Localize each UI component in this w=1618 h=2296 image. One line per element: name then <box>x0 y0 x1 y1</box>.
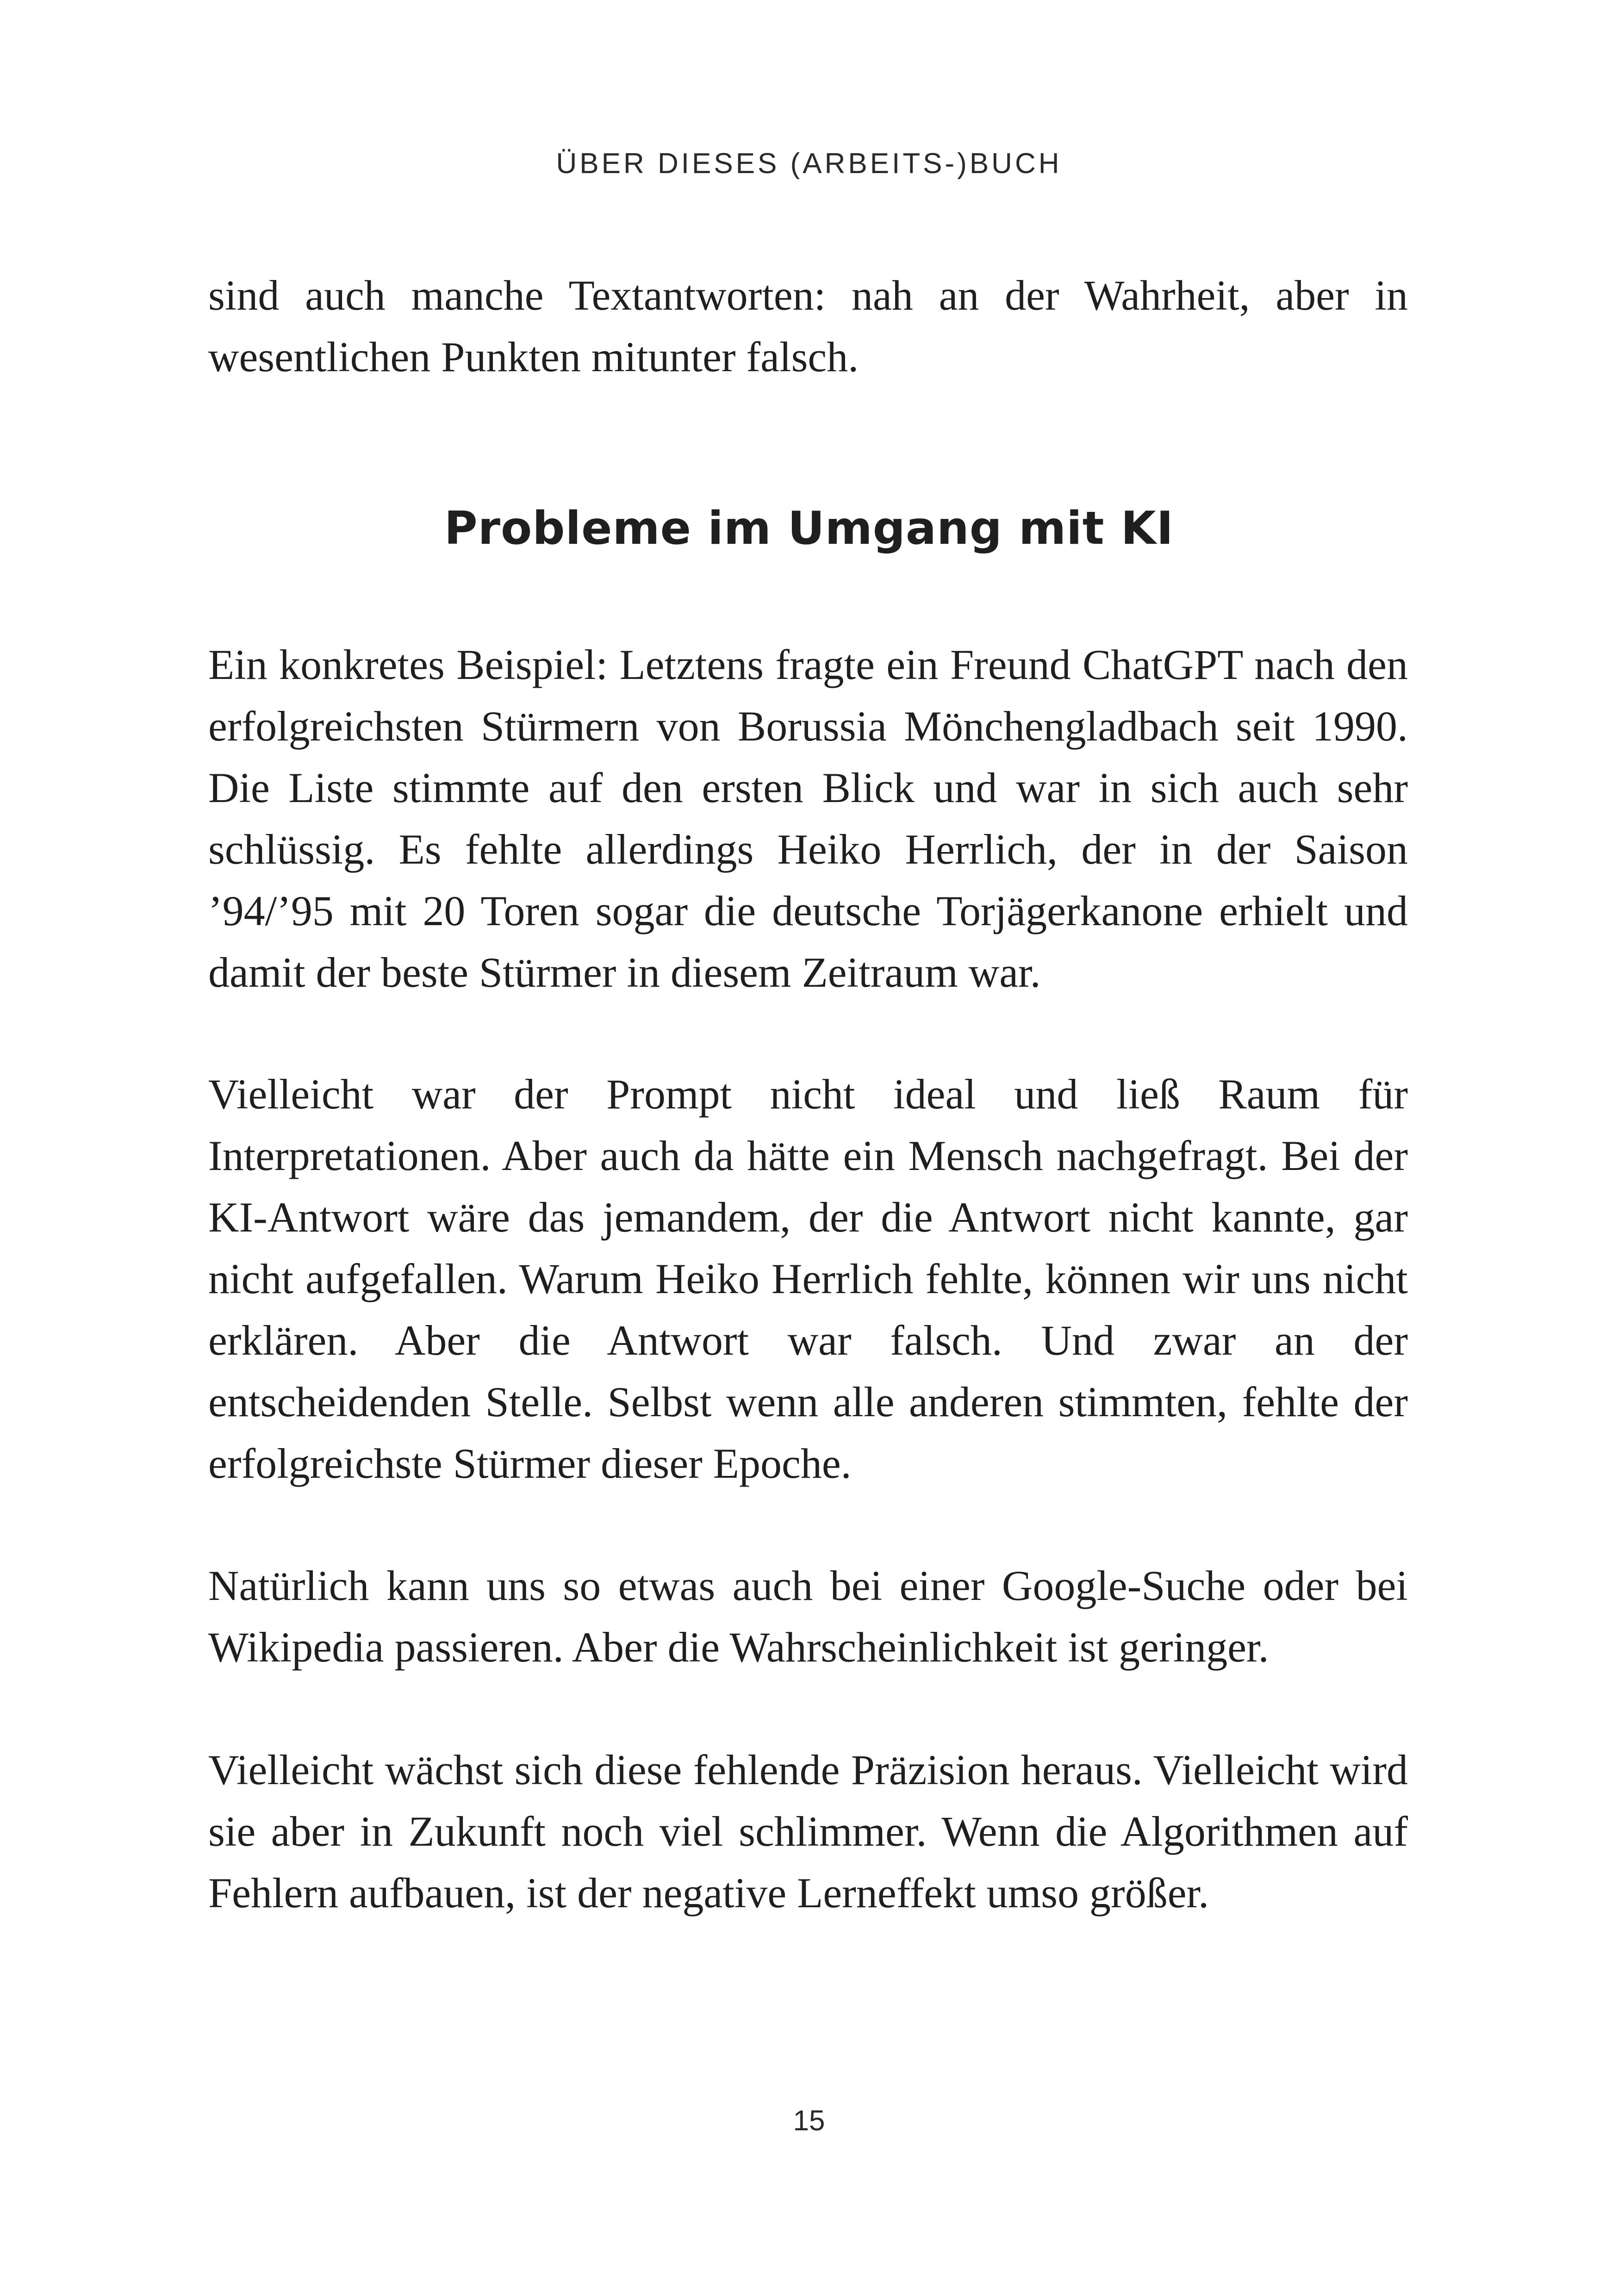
section-heading: Probleme im Umgang mit KI <box>444 502 1174 555</box>
body-paragraph-1: Ein konkretes Beispiel: Letztens fragte ein Freund ChatGPT nach den erfolgreichsten Stürmern von Borussia Mönchengladbach seit 1990. Die Liste stimmte auf den ersten Blick und war in sich auch sehr schlüssig. Es fehlte allerdings Heiko Herrlich, der in der Saison ’94/’95 mit 20 Toren sogar die deutsche Torjägerkanone erhielt und damit der beste Stürmer in diesem Zeitraum war. <box>208 641 1408 996</box>
continued-paragraph: sind auch manche Textantworten: nah an der Wahrheit, aber in wesentlichen Punkten mitunter falsch. <box>208 272 1408 380</box>
page-number: 15 <box>793 2105 825 2137</box>
running-head: ÜBER DIESES (ARBEITS-)BUCH <box>556 148 1062 180</box>
body-paragraph-4: Vielleicht wächst sich diese fehlende Präzision heraus. Vielleicht wird sie aber in Zukunft noch viel schlimmer. Wenn die Algorithmen auf Fehlern aufbauen, ist der negative Lerneffekt umso größer. <box>208 1746 1408 1916</box>
body-paragraph-3: Natürlich kann uns so etwas auch bei einer Google-Suche oder bei Wikipedia passieren. Aber die Wahrscheinlichkeit ist geringer. <box>208 1562 1408 1671</box>
body-paragraph-2: Vielleicht war der Prompt nicht ideal und ließ Raum für Interpretationen. Aber auch da hätte ein Mensch nachgefragt. Bei der KI-Antwort wäre das jemandem, der die Antwort nicht kannte, gar nicht aufgefallen. Warum Heiko Herrlich fehlte, können wir uns nicht erklären. Aber die Antwort war falsch. Und zwar an der entscheidenden Stelle. Selbst wenn alle anderen stimmten, fehlte der erfolgreichste Stürmer dieser Epoche. <box>208 1070 1408 1487</box>
